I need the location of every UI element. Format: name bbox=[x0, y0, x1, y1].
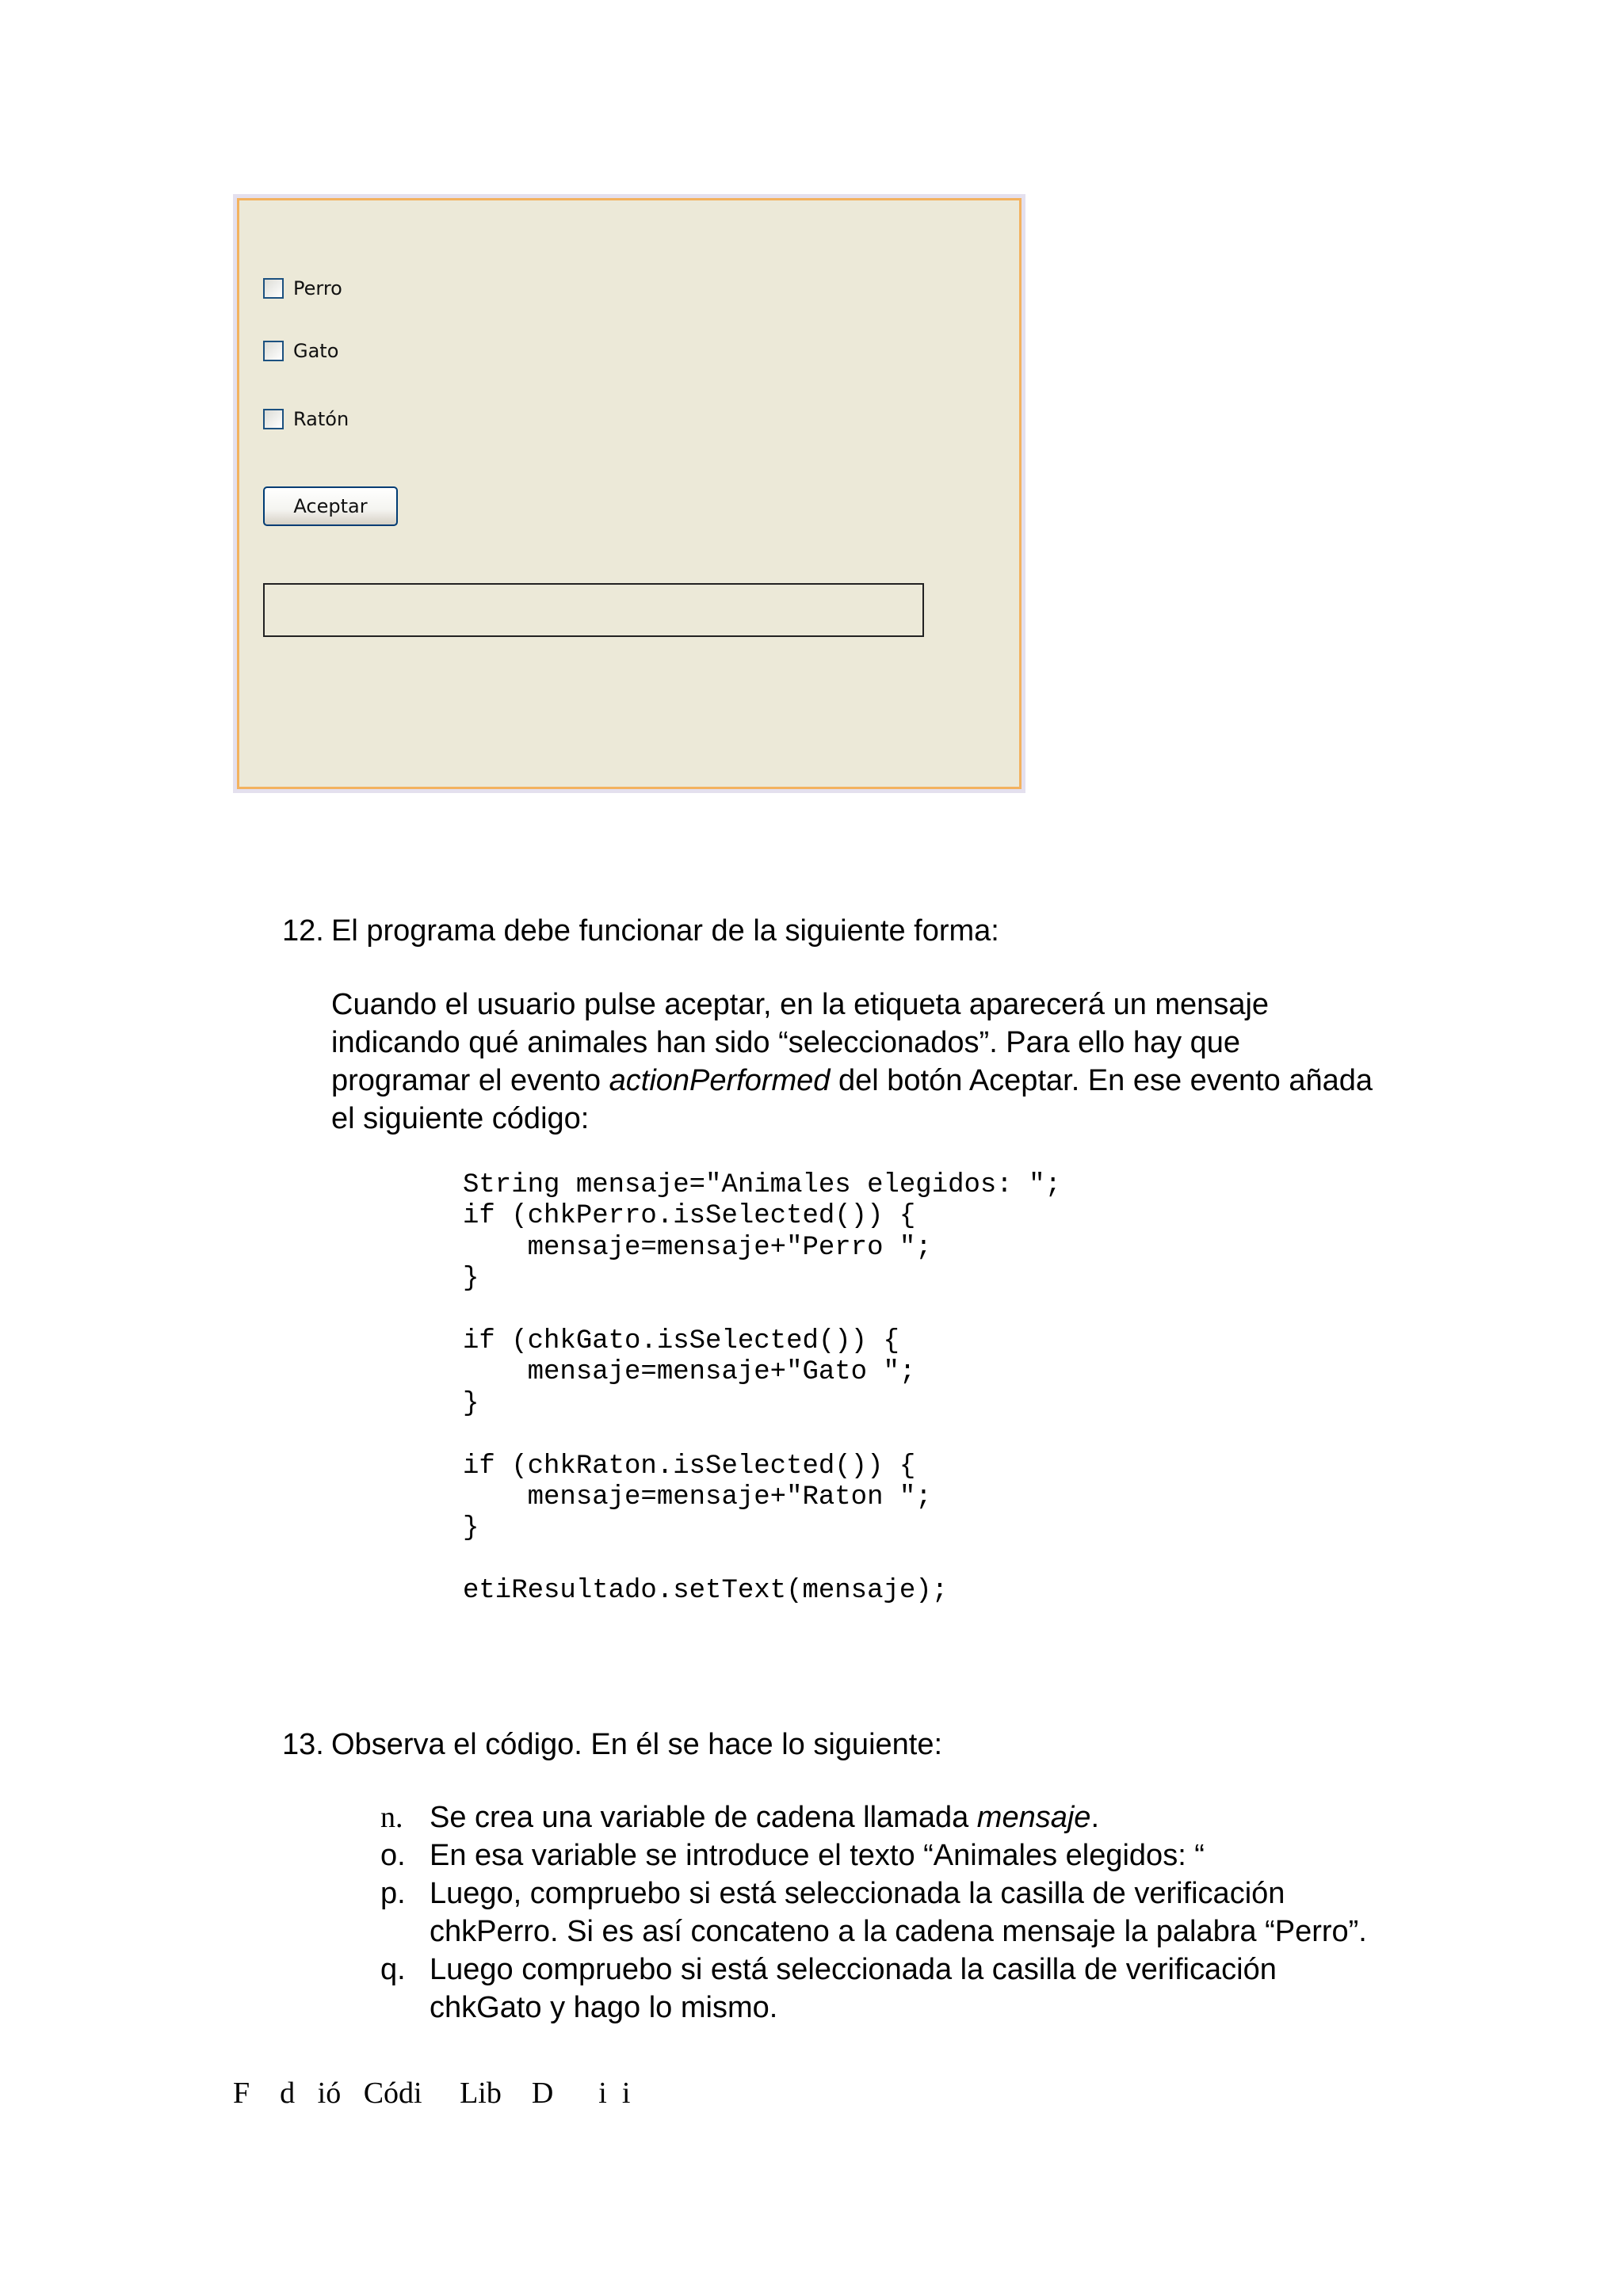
variable-name: mensaje bbox=[976, 1801, 1091, 1834]
window-content-panel bbox=[237, 198, 1022, 789]
list-text: En esa variable se introduce el texto “Animales elegidos: “ bbox=[430, 1839, 1205, 1872]
checkbox-box[interactable] bbox=[263, 409, 284, 429]
checkbox-box[interactable] bbox=[263, 341, 284, 361]
item-number: 13. bbox=[282, 1728, 324, 1761]
paragraph-text: programar el evento bbox=[331, 1064, 609, 1097]
checkbox-label: Gato bbox=[293, 340, 339, 362]
list-item bbox=[380, 1798, 1367, 1836]
app-window-screenshot bbox=[233, 194, 1025, 793]
item-12-paragraph bbox=[331, 986, 1520, 1138]
checkbox-label: Perro bbox=[293, 277, 342, 299]
code-block: String mensaje="Animales elegidos: "; if (chkPerro.isSelected()) { mensaje=mensaje+"Perro "; } if (chkGato.isSelected()) { mensaje=mensaje+"Gato "; } if (chkRaton.isSelected()) { mensaje=mensaje+"Raton "; } etiResultado.setText(mensaje); bbox=[463, 1170, 1061, 1607]
list-text: Luego, compruebo si está seleccionada la casilla de verificación bbox=[430, 1877, 1285, 1910]
list-marker: q. bbox=[380, 1953, 406, 1986]
checkbox-gato[interactable] bbox=[263, 340, 338, 362]
list-marker: p. bbox=[380, 1877, 406, 1910]
paragraph-text: del botón Aceptar. En ese evento añada bbox=[830, 1064, 1373, 1097]
item-heading-text: El programa debe funcionar de la siguiente forma: bbox=[331, 914, 999, 948]
list-item bbox=[380, 1951, 1367, 2027]
checkbox-label: Ratón bbox=[293, 408, 349, 430]
paragraph-line: el siguiente código: bbox=[331, 1102, 590, 1135]
checkbox-raton[interactable] bbox=[263, 408, 349, 430]
item-number: 12. bbox=[282, 914, 324, 948]
item-13-sublist bbox=[380, 1798, 1367, 2027]
item-heading-text: Observa el código. En él se hace lo siguiente: bbox=[331, 1728, 943, 1761]
list-text: chkPerro. Si es así concateno a la cadena mensaje la palabra “Perro”. bbox=[430, 1915, 1367, 1948]
list-item bbox=[380, 1875, 1367, 1951]
checkbox-box[interactable] bbox=[263, 278, 284, 299]
aceptar-button[interactable]: Aceptar bbox=[263, 486, 398, 526]
paragraph-line: indicando qué animales han sido “seleccionados”. Para ello hay que bbox=[331, 1026, 1241, 1059]
event-name: actionPerformed bbox=[609, 1064, 831, 1097]
checkbox-perro[interactable] bbox=[263, 277, 342, 299]
paragraph-line: Cuando el usuario pulse aceptar, en la etiqueta aparecerá un mensaje bbox=[331, 988, 1270, 1021]
list-item bbox=[380, 1836, 1367, 1875]
list-marker: o. bbox=[380, 1839, 406, 1872]
list-text: chkGato y hago lo mismo. bbox=[430, 1991, 778, 2024]
list-text: Luego compruebo si está seleccionada la casilla de verificación bbox=[430, 1953, 1277, 1986]
list-text: . bbox=[1090, 1801, 1099, 1834]
result-label bbox=[263, 583, 924, 637]
page-footer: F d ió Códi Lib D i i bbox=[233, 2077, 631, 2110]
paragraph-line bbox=[331, 1062, 1520, 1100]
list-marker: n. bbox=[380, 1801, 403, 1834]
list-text: Se crea una variable de cadena llamada bbox=[430, 1801, 977, 1834]
